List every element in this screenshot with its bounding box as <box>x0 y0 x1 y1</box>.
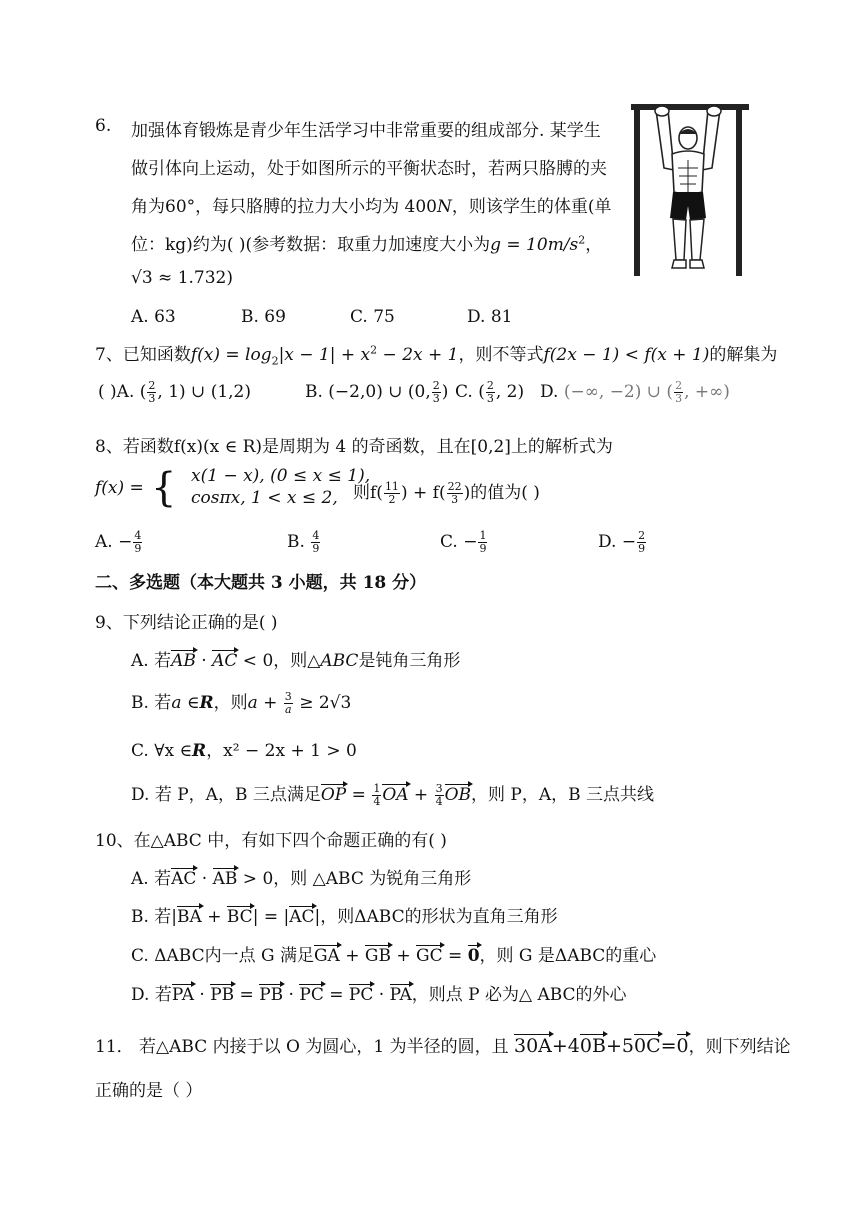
q10-option-b[interactable]: B. 若|BA + BC| = |AC|，则ΔABC的形状为直角三角形 <box>131 907 558 927</box>
q10-stem: 10、在△ABC 中，有如下四个命题正确的有( ) <box>95 831 447 851</box>
q6-line4: 位：kg)约为( )(参考数据：取重力加速度大小为$g = 10m/s^2$， <box>131 233 603 255</box>
q8-option-b[interactable]: B. $\frac{4}{9}$ <box>287 529 320 555</box>
q8-option-d[interactable]: D. − $\frac{2}{9}$ <box>598 529 646 555</box>
q10-option-c[interactable]: C. ΔABC内一点 G 满足GA + GB + GC = 0，则 G 是ΔABC的重心 <box>131 946 657 966</box>
q9-option-a[interactable]: A. 若AB · AC < 0，则△ABC是钝角三角形 <box>131 651 461 671</box>
q6-number: 6. <box>95 116 112 136</box>
q7-option-c[interactable]: C. ( $\frac{2}{3}$ , 2) <box>455 379 525 405</box>
q6-option-d[interactable]: D. 81 <box>467 307 513 327</box>
pull-up-figure <box>628 98 752 280</box>
q7-line1: 7、已知函数$f(x) = \log_2|x - 1| + x^2 - 2x + 1$，则不等式f(2x − 1) < f(x + 1)的解集为 <box>95 343 778 368</box>
q8-line1: 8、若函数f(x)(x ∈ R)是周期为 4 的奇函数，且在[0,2]上的解析式为 <box>95 437 613 457</box>
q6-line2: 做引体向上运动，处于如图所示的平衡状态时，若两只胳膊的夹 <box>131 159 607 179</box>
q9-stem: 9、下列结论正确的是( ) <box>95 613 278 633</box>
q9-option-c[interactable]: C. ∀x ∈R，x² − 2x + 1 > 0 <box>131 741 357 761</box>
q10-option-d[interactable]: D. 若PA · PB = PB · PC = PC · PA，则点 P 必为△ ABC的外心 <box>131 985 627 1005</box>
q6-line5: √3 ≈ 1.732) <box>131 268 233 288</box>
q7-option-b[interactable]: B. (−2,0) ∪ (0, $\frac{2}{3}$ ) <box>305 379 449 405</box>
q6-option-c[interactable]: C. 75 <box>350 307 395 327</box>
q8-option-a[interactable]: A. − $\frac{4}{9}$ <box>95 529 142 555</box>
section-heading-multi-choice: 二、多选题（本大题共 3 小题，共 18 分） <box>95 573 427 593</box>
q6-option-a[interactable]: A. 63 <box>131 307 176 327</box>
q10-option-a[interactable]: A. 若AC · AB > 0，则 △ABC 为锐角三角形 <box>131 869 472 889</box>
q8-option-c[interactable]: C. − $\frac{1}{9}$ <box>440 529 487 555</box>
q7-option-d[interactable]: D. (−∞, −2) ∪ ( $\frac{2}{3}$ , +∞) <box>540 379 730 405</box>
q9-option-d[interactable]: D. 若 P，A，B 三点满足OP = $\frac{1}{4}$ OA + $\frac{3}{4}$ OB，则 P，A，B 三点共线 <box>131 782 655 808</box>
q7-options <box>98 380 251 405</box>
q7-option-a[interactable]: ( )A. ( $\frac{2}{3}$ , 1) ∪ (1,2) <box>98 379 251 405</box>
q9-option-b[interactable]: B. 若a ∈R，则a + $\frac{3}{a}$ ≥ 2√3 <box>131 690 352 716</box>
q6-option-b[interactable]: B. 69 <box>241 307 286 327</box>
q6-line1: 加强体育锻炼是青少年生活学习中非常重要的组成部分. 某学生 <box>131 121 601 141</box>
q11-line1: 11． 若△ABC 内接于以 O 为圆心，1 为半径的圆，且 30A+40B+50C=0，则下列结论 <box>95 1035 791 1057</box>
q11-line2: 正确的是（ ） <box>95 1081 203 1101</box>
q6-line3: 角为60°，每只胳膊的拉力大小均为 400N，则该学生的体重(单 <box>131 197 612 217</box>
